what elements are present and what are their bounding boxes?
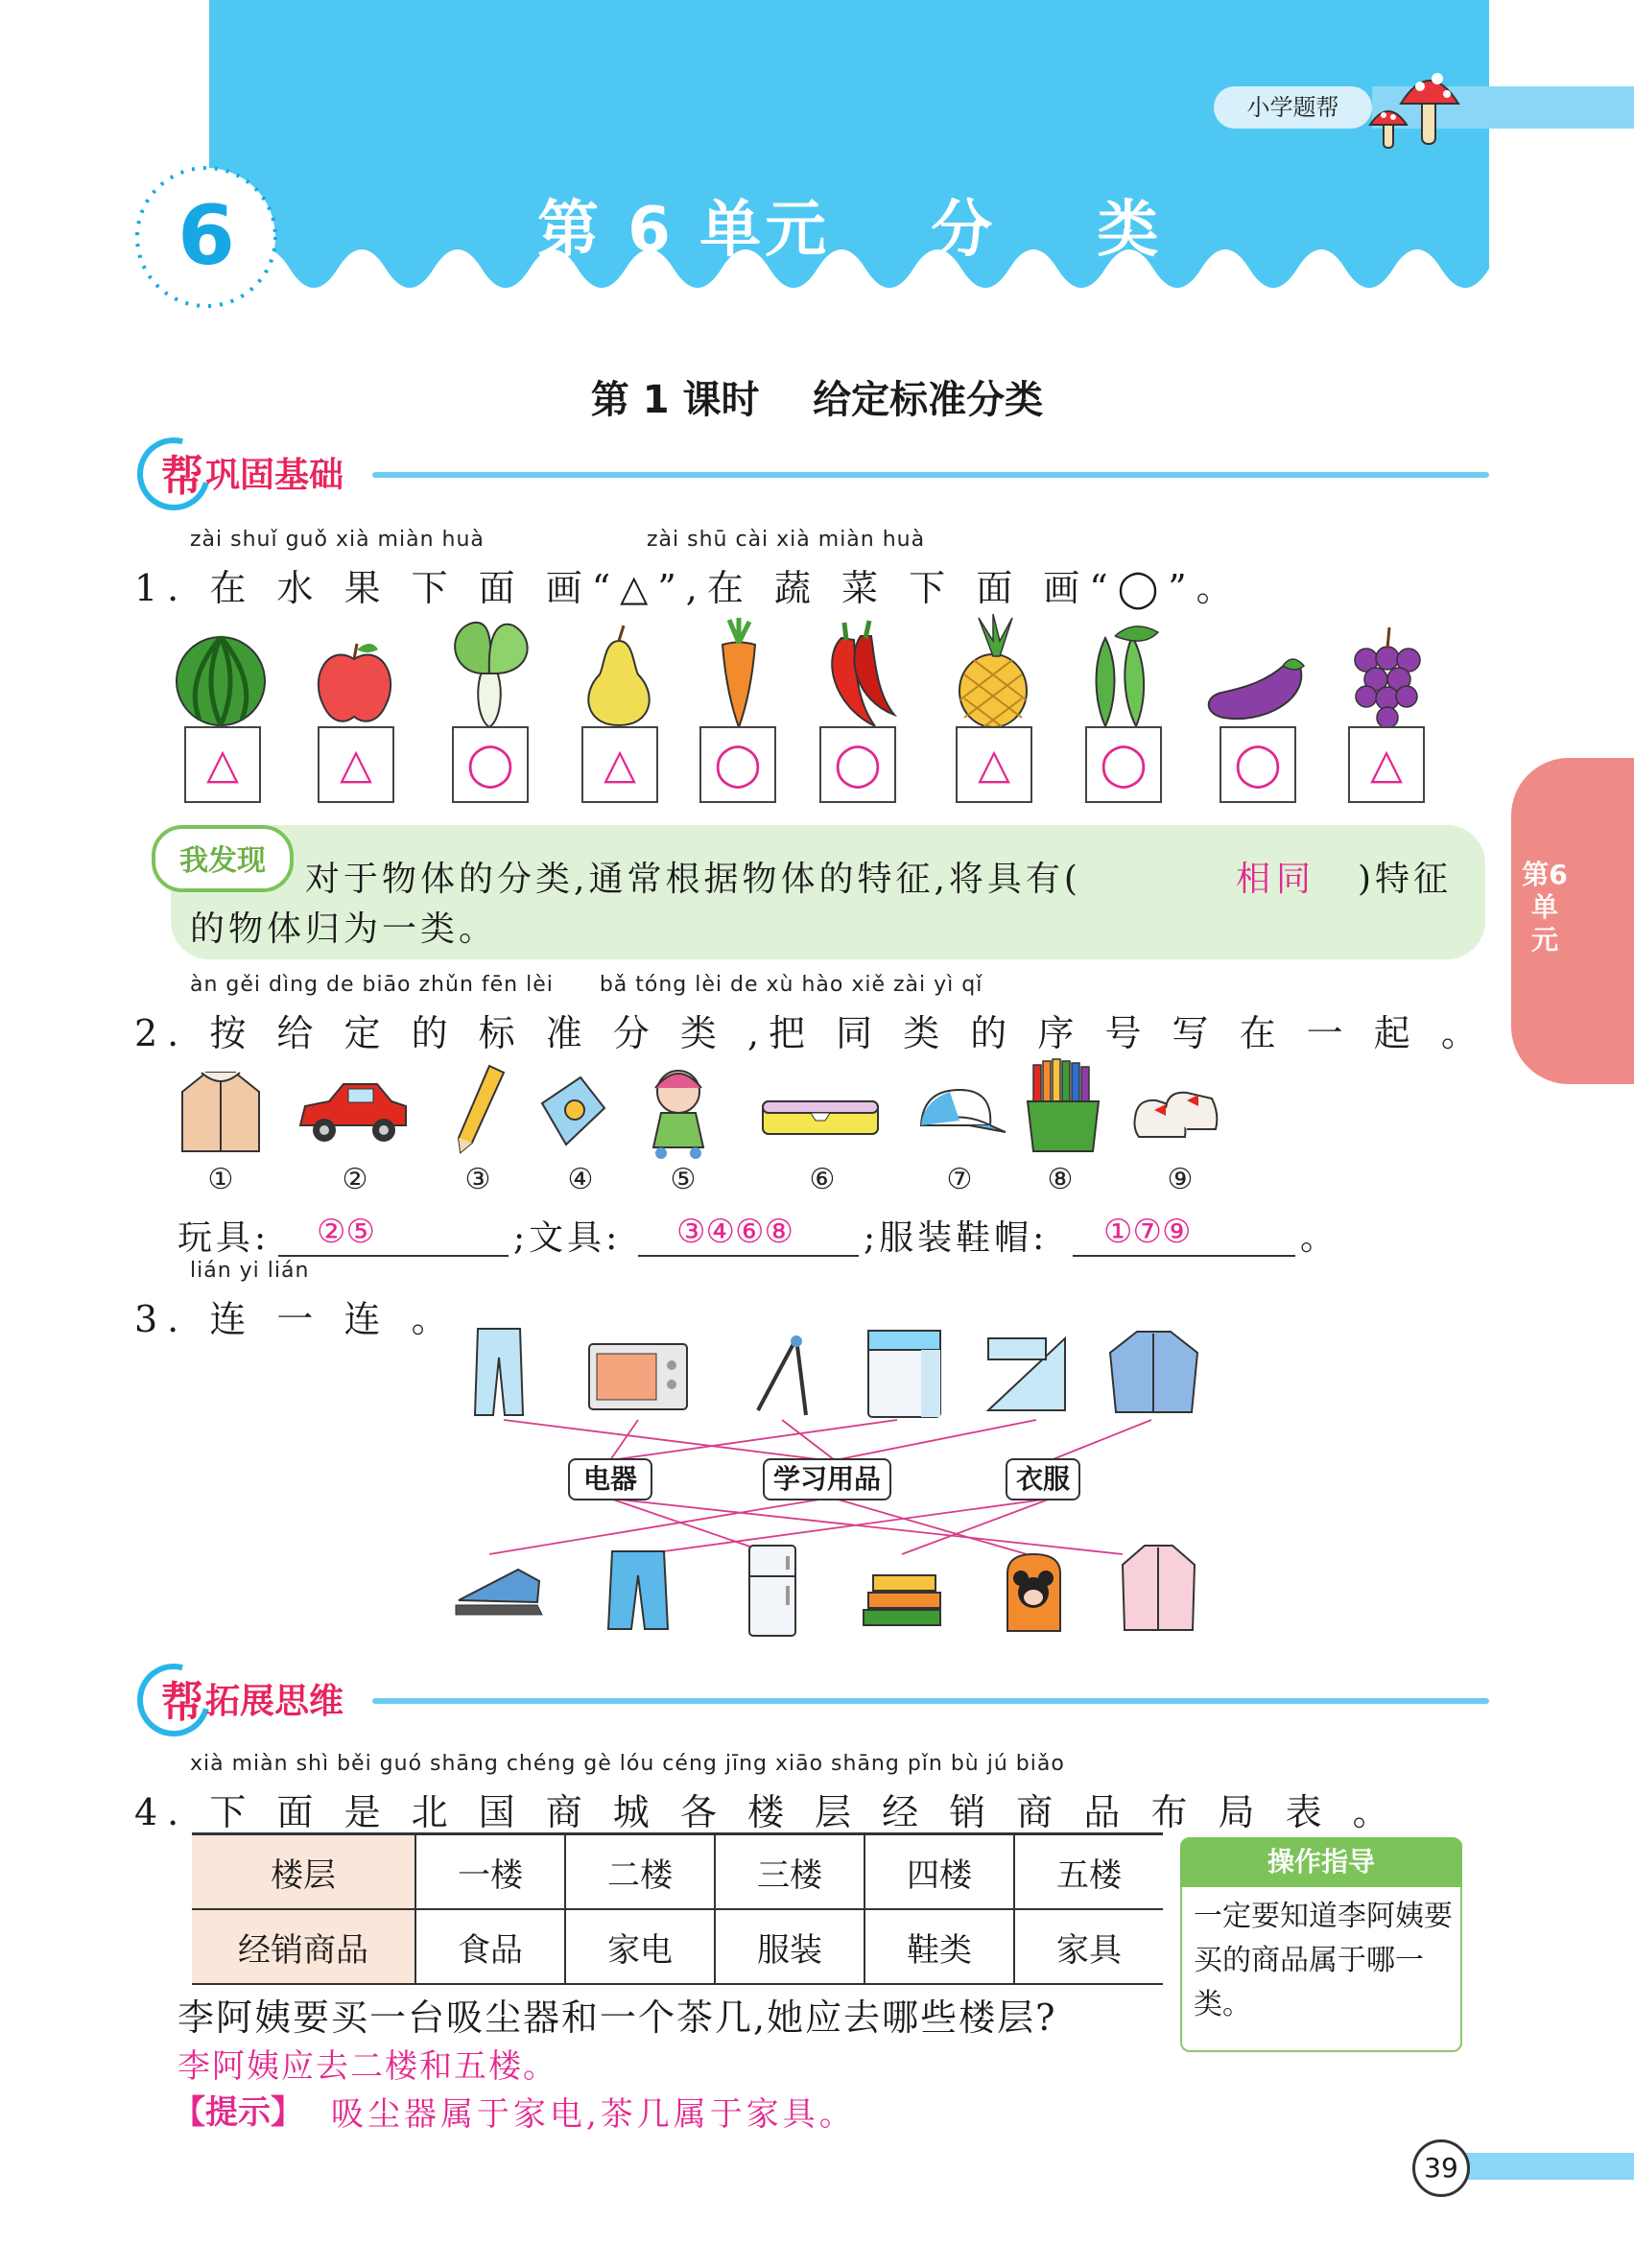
brand-tab: 小学题帮: [1214, 86, 1372, 129]
toys-answer: ②⑤: [317, 1213, 375, 1251]
section-title-basic: 巩固基础: [205, 456, 344, 495]
table-cell: 五楼: [1014, 1834, 1163, 1910]
bok-choy-icon: [441, 614, 537, 729]
q4-answer: 李阿姨应去二楼和五楼。: [178, 2047, 557, 2086]
q3-text: 3. 连 一 连 。: [134, 1298, 458, 1340]
section-divider: [372, 1698, 1489, 1704]
sharpener-icon: [533, 1070, 609, 1151]
microwave-icon: [585, 1338, 691, 1415]
table-cell: 二楼: [565, 1834, 715, 1910]
stationery-label: ;文具:: [513, 1218, 622, 1258]
item-number: ①: [207, 1163, 234, 1196]
set-square-icon: [983, 1334, 1070, 1415]
stationery-answer: ③④⑥⑧: [676, 1213, 793, 1251]
q1-pinyin-a: zài shuǐ guǒ xià miàn huà: [190, 528, 485, 552]
hint-label: 【提示】: [173, 2093, 303, 2132]
discovery-badge-label: 我发现: [179, 844, 266, 878]
coat-icon: [173, 1063, 269, 1159]
q1-mark: △: [206, 740, 239, 789]
item-number: ②: [342, 1163, 368, 1196]
q1-mark: ◯: [834, 740, 882, 789]
section-divider: [372, 472, 1489, 478]
q1-mark: △: [604, 740, 636, 789]
table-cell: 服装: [715, 1909, 864, 1984]
table-cell: 家电: [565, 1909, 715, 1984]
pear-icon: [576, 622, 662, 729]
hint-text: 吸尘器属于家电,茶几属于家具。: [331, 2095, 856, 2134]
item-number: ③: [464, 1163, 491, 1196]
clothing-answer: ①⑦⑨: [1103, 1213, 1192, 1251]
table-cell: 家具: [1014, 1909, 1163, 1984]
washing-machine-icon: [864, 1326, 945, 1422]
q1-answer-box[interactable]: [452, 726, 529, 803]
grapes-icon: [1345, 624, 1427, 729]
q4-text: 4. 下 面 是 北 国 商 城 各 楼 层 经 销 商 品 布 局 表 。: [134, 1791, 1399, 1833]
q1-answer-box[interactable]: [956, 726, 1032, 803]
discovery-text-b: )特征: [1358, 860, 1453, 899]
q2-pinyin: àn gěi dìng de biāo zhǔn fēn lèi bǎ tóng lèi de xù hào xiě zài yì qǐ: [190, 973, 983, 997]
jeans-icon: [470, 1324, 528, 1420]
page-number-bar: [1464, 2153, 1634, 2180]
pineapple-icon: [950, 612, 1036, 729]
toy-car-icon: [296, 1073, 411, 1149]
jacket-icon: [1103, 1324, 1204, 1420]
table-cell: 鞋类: [864, 1909, 1014, 1984]
doll-icon: [638, 1063, 720, 1159]
item-number: ⑥: [809, 1163, 836, 1196]
category-appliance[interactable]: 电器: [568, 1458, 652, 1500]
item-number: ⑤: [670, 1163, 697, 1196]
discovery-answer: 相同: [1236, 860, 1317, 899]
floor-table: [192, 1832, 1163, 1985]
compass-icon: [739, 1334, 825, 1420]
q1-answer-box[interactable]: [1348, 726, 1425, 803]
discovery-text-c: 的物体归为一类。: [190, 910, 498, 949]
item-number: ⑧: [1047, 1163, 1074, 1196]
stapler-icon: [451, 1562, 547, 1619]
q2-text: 2. 按 给 定 的 标 准 分 类 ,把 同 类 的 序 号 写 在 一 起 。: [134, 1012, 1487, 1054]
peas-icon: [1077, 619, 1172, 729]
table-cell: 一楼: [415, 1834, 565, 1910]
sentence-end: 。: [1300, 1218, 1336, 1258]
apple-icon: [309, 638, 400, 729]
q1-answer-box[interactable]: [1085, 726, 1162, 803]
section-bang: 帮: [161, 452, 203, 501]
watermelon-icon: [173, 624, 269, 729]
item-number: ④: [567, 1163, 594, 1196]
q1-answer-box[interactable]: [699, 726, 776, 803]
backpack-icon: [998, 1549, 1070, 1636]
eggplant-icon: [1204, 652, 1310, 724]
table-cell: 三楼: [715, 1834, 864, 1910]
pencil-case-icon: [758, 1094, 883, 1142]
carrot-icon: [705, 616, 772, 729]
table-row: [192, 1834, 1163, 1910]
unit-number: 6: [178, 188, 235, 284]
books-icon: [859, 1564, 945, 1631]
category-clothing[interactable]: 衣服: [1006, 1458, 1080, 1500]
table-cell: 四楼: [864, 1834, 1014, 1910]
table-cell: 食品: [415, 1909, 565, 1984]
unit-title: 第 6 单元 分 类: [537, 195, 1163, 266]
q1-answer-box[interactable]: [1220, 726, 1296, 803]
guide-text: 一定要知道李阿姨要买的商品属于哪一类。: [1194, 1900, 1453, 2021]
clothing-label: ;服装鞋帽:: [864, 1218, 1049, 1258]
cap-icon: [912, 1082, 1007, 1149]
q1-mark: ◯: [1100, 740, 1148, 789]
q1-mark: ◯: [1234, 740, 1282, 789]
q1-mark: ◯: [714, 740, 762, 789]
q1-mark: ◯: [466, 740, 514, 789]
refrigerator-icon: [744, 1543, 801, 1639]
section-title-extend: 拓展思维: [205, 1682, 344, 1721]
unit-banner: [161, 0, 1489, 317]
toys-blank[interactable]: [278, 1217, 509, 1257]
section-bang: 帮: [161, 1678, 203, 1727]
crayons-icon: [1020, 1055, 1106, 1156]
q1-answer-box[interactable]: [581, 726, 658, 803]
page-number: 39: [1412, 2139, 1470, 2197]
toys-label: 玩具:: [178, 1218, 271, 1258]
q1-mark: △: [1370, 740, 1403, 789]
pants-icon: [604, 1547, 672, 1633]
q1-text: 1. 在 水 果 下 面 画“△”,在 蔬 菜 下 面 画“◯”。: [134, 567, 1243, 609]
guide-title: 操作指导: [1180, 1837, 1462, 1887]
shoes-icon: [1127, 1079, 1223, 1151]
q4-pinyin: xià miàn shì běi guó shāng chéng gè lóu céng jīng xiāo shāng pǐn bù jú biǎo: [190, 1752, 1065, 1776]
q1-answer-box[interactable]: [819, 726, 896, 803]
item-number: ⑨: [1167, 1163, 1194, 1196]
q1-answer-box[interactable]: [318, 726, 394, 803]
side-tab-label: 第6单元: [1522, 859, 1568, 956]
q3-pinyin: lián yi lián: [190, 1259, 310, 1283]
category-stationery[interactable]: 学习用品: [763, 1458, 891, 1500]
mushroom-icon: [1362, 58, 1468, 154]
pencil-icon: [451, 1061, 509, 1157]
table-header-cell: 楼层: [192, 1834, 415, 1910]
discovery-text-a: 对于物体的分类,通常根据物体的特征,将具有(: [305, 860, 1081, 899]
table-row: [192, 1909, 1163, 1984]
lesson-title: 第 1 课时 给定标准分类: [590, 378, 1044, 422]
coat-icon: [1118, 1540, 1199, 1636]
q1-pinyin-b: zài shū cài xià miàn huà: [647, 528, 926, 552]
q1-mark: △: [978, 740, 1010, 789]
chili-icon: [817, 619, 899, 729]
q4-question: 李阿姨要买一台吸尘器和一个茶几,她应去哪些楼层?: [178, 1996, 1057, 2039]
q1-answer-box[interactable]: [184, 726, 261, 803]
item-number: ⑦: [946, 1163, 973, 1196]
table-header-cell: 经销商品: [192, 1909, 415, 1984]
q1-mark: △: [340, 740, 372, 789]
